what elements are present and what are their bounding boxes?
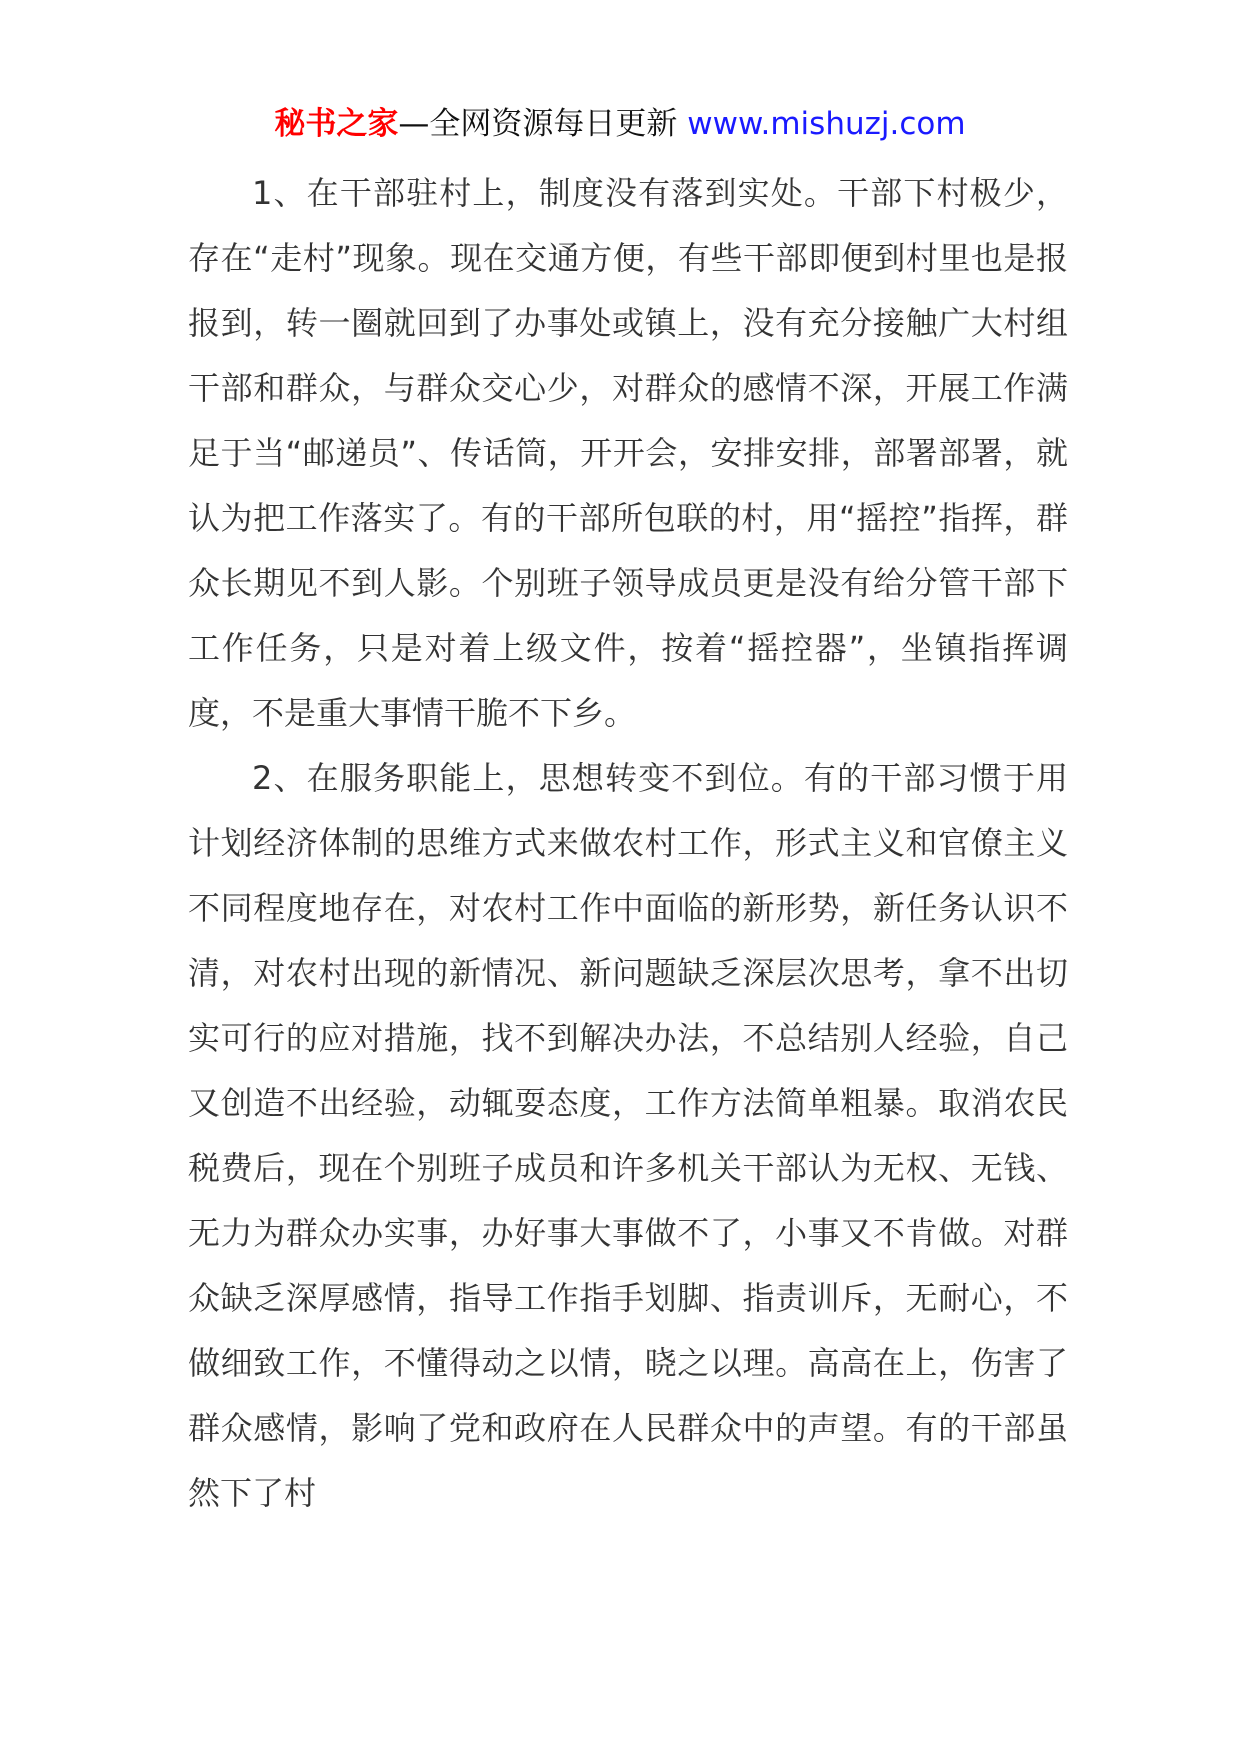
site-header (0, 100, 1240, 148)
paragraph-1: 1、在干部驻村上，制度没有落到实处。干部下村极少，存在“走村”现象。现在交通方便，有些干部即便到村里也是报报到，转一圈就回到了办事处或镇上，没有充分接触广大村组干部和群众，与群众交心少，对群众的感情不深，开展工作满足于当“邮递员”、传话筒，开开会，安排安排，部署部署，就认为把工作落实了。有的干部所包联的村，用“摇控”指挥，群众长期见不到人影。个别班子领导成员更是没有给分管干部下工作任务，只是对着上级文件，按着“摇控器”，坐镇指挥调度，不是重大事情干脆不下乡。 (188, 174, 1068, 732)
paragraph-2: 2、在服务职能上，思想转变不到位。有的干部习惯于用计划经济体制的思维方式来做农村工作，形式主义和官僚主义不同程度地存在，对农村工作中面临的新形势，新任务认识不清，对农村出现的新情况、新问题缺乏深层次思考，拿不出切实可行的应对措施，找不到解决办法，不总结别人经验，自己又创造不出经验，动辄耍态度，工作方法简单粗暴。取消农民税费后，现在个别班子成员和许多机关干部认为无权、无钱、无力为群众办实事，办好事大事做不了，小事又不肯做。对群众缺乏深厚感情，指导工作指手划脚、指责训斥，无耐心，不做细致工作，不懂得动之以情，晓之以理。高高在上，伤害了群众感情，影响了党和政府在人民群众中的声望。有的干部虽然下了村 (188, 759, 1068, 1512)
header-tagline: —全网资源每日更新 (398, 106, 688, 142)
document-body (188, 161, 1068, 1526)
site-url-link[interactable]: www.mishuzj.com (687, 106, 966, 142)
brand-name: 秘书之家 (274, 106, 399, 142)
